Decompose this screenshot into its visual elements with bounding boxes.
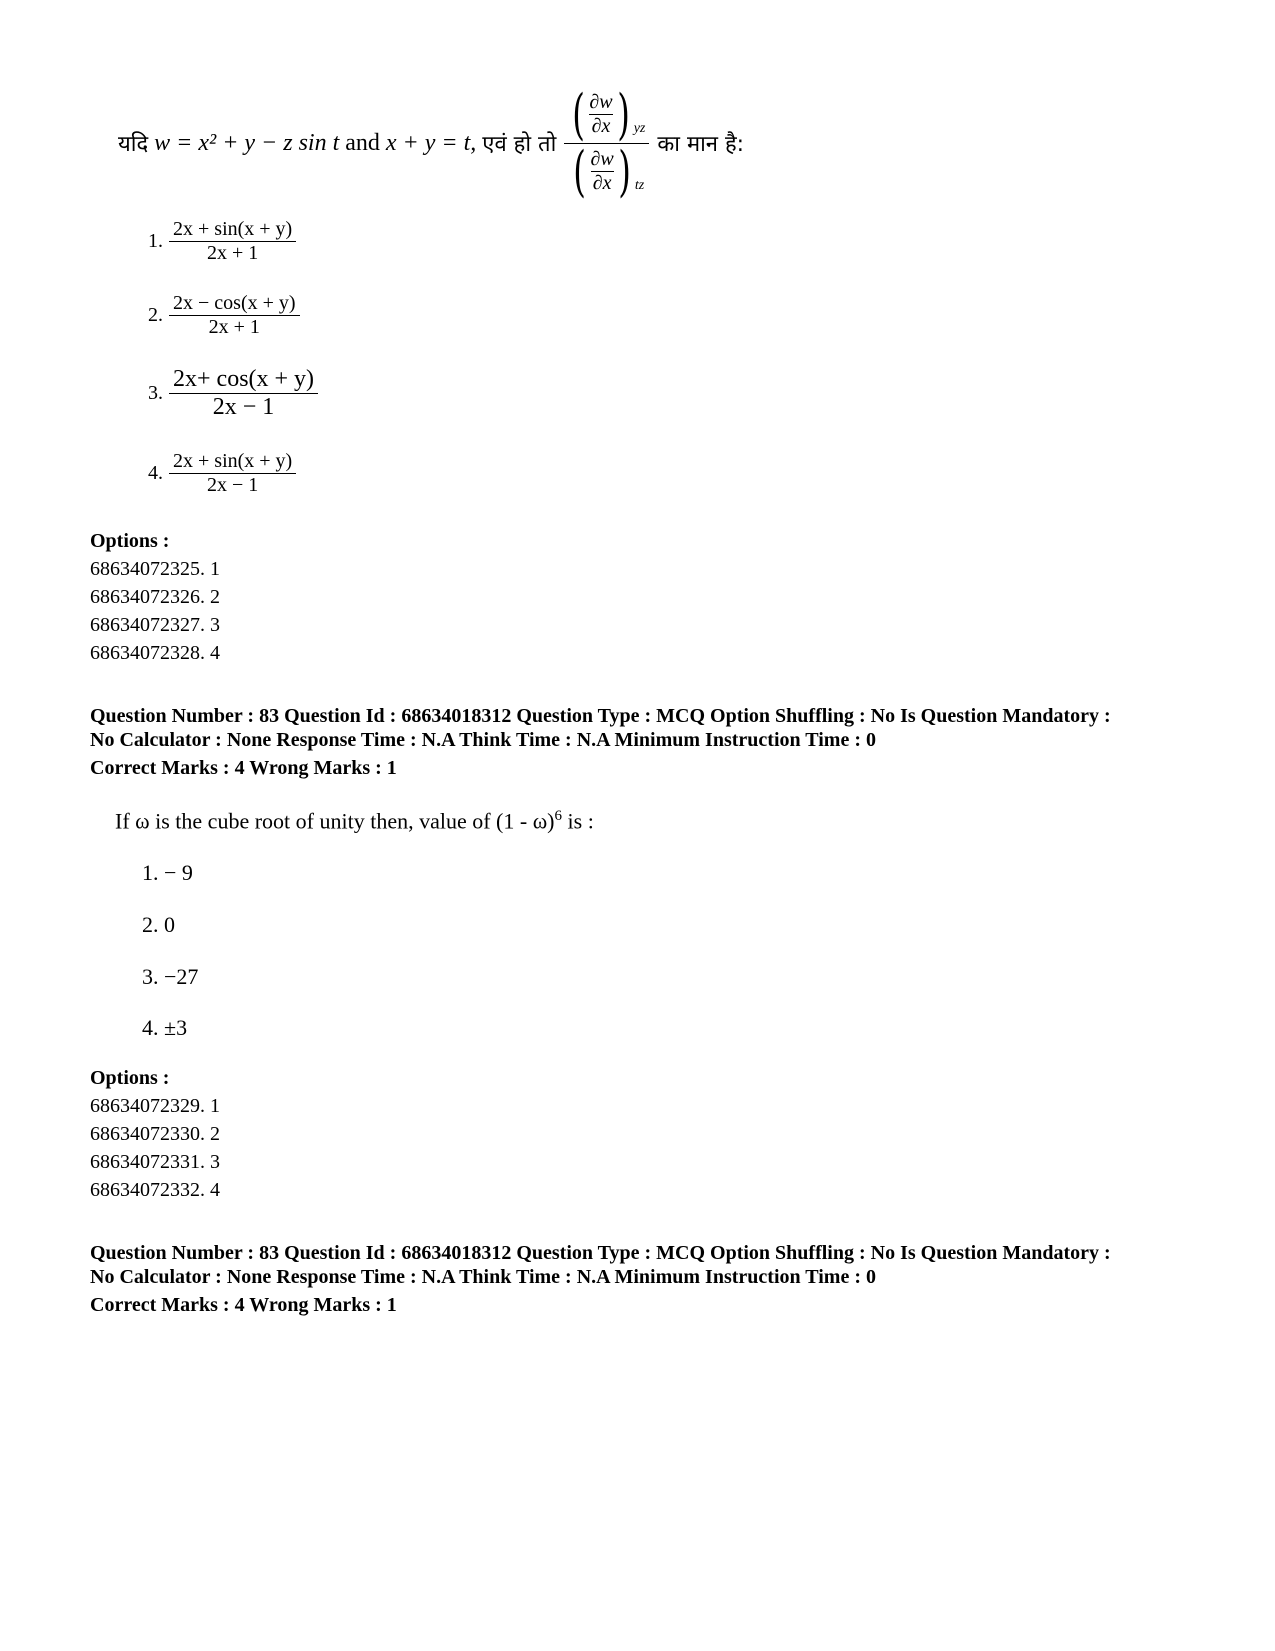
q2-choice-4: 4. ±3 xyxy=(142,1015,188,1040)
q2-choice-2: 2. 0 xyxy=(142,912,175,937)
meta-line: Question Number : 83 Question Id : 68634018312 Question Type : MCQ Option Shuffling : No Is Question Mandatory : xyxy=(90,705,1111,727)
q1-choice-4: 4. $\frac{2x + \sin(x + y)}{2x - 1}$ xyxy=(148,450,296,497)
option-id: 68634072330. 2 xyxy=(90,1123,220,1145)
q1-partial-bottom: $\frac{\partial w}{\partial x}$ xyxy=(590,148,614,194)
q1-options xyxy=(90,527,220,667)
option-id: 68634072328. 4 xyxy=(90,642,220,664)
q1-subscript-bottom: tz xyxy=(634,177,645,193)
q1-choice-1: 1. $\frac{2x + \sin(x + y)}{2x + 1}$ xyxy=(148,218,296,265)
q1-subscript-top: yz xyxy=(633,120,646,136)
meta-line: No Calculator : None Response Time : N.A Think Time : N.A Minimum Instruction Time : 0 xyxy=(90,1266,876,1288)
q1-prefix: यदि xyxy=(118,132,149,157)
question-meta xyxy=(90,704,1190,780)
q2-options xyxy=(90,1064,220,1204)
marks-line: Correct Marks : 4 Wrong Marks : 1 xyxy=(90,757,397,779)
meta-line: No Calculator : None Response Time : N.A Think Time : N.A Minimum Instruction Time : 0 xyxy=(90,729,876,751)
question-1-statement xyxy=(118,82,744,204)
q1-equation-2: x + y = t, xyxy=(385,129,477,156)
q1-and: and xyxy=(345,129,380,156)
option-id: 68634072331. 3 xyxy=(90,1151,220,1173)
option-id: 68634072332. 4 xyxy=(90,1179,220,1201)
q1-mid-text: एवं हो तो xyxy=(482,132,557,157)
options-heading: Options : xyxy=(90,1067,170,1089)
q1-suffix: का मान है: xyxy=(657,132,745,157)
options-heading: Options : xyxy=(90,530,170,552)
q1-partial-ratio: ( $\frac{\partial w}{\partial x}$ ) yz ( $\frac{\partial w}{\partial x}$ ) tz xyxy=(564,87,649,200)
marks-line: Correct Marks : 4 Wrong Marks : 1 xyxy=(90,1294,397,1316)
option-id: 68634072329. 1 xyxy=(90,1095,220,1117)
q1-choice-2: 2. $\frac{2x - \cos(x + y)}{2x + 1}$ xyxy=(148,292,300,339)
option-id: 68634072326. 2 xyxy=(90,586,220,608)
q1-partial-top: $\frac{\partial w}{\partial x}$ xyxy=(589,91,613,137)
q2-choice-3: 3. −27 xyxy=(142,964,199,989)
option-id: 68634072327. 3 xyxy=(90,614,220,636)
question-2-statement: If ω is the cube root of unity then, value of (1 - ω)$^6$ is : xyxy=(115,808,594,834)
question-meta xyxy=(90,1241,1190,1317)
q1-equation-1: w = x² + y − z sin t xyxy=(154,129,340,156)
q1-choice-3: 3. $\frac{2x+ \cos(x + y)}{2x - 1}$ xyxy=(148,366,318,421)
q2-choice-1: 1. − 9 xyxy=(142,860,193,885)
meta-line: Question Number : 83 Question Id : 68634018312 Question Type : MCQ Option Shuffling : No Is Question Mandatory : xyxy=(90,1242,1111,1264)
option-id: 68634072325. 1 xyxy=(90,558,220,580)
